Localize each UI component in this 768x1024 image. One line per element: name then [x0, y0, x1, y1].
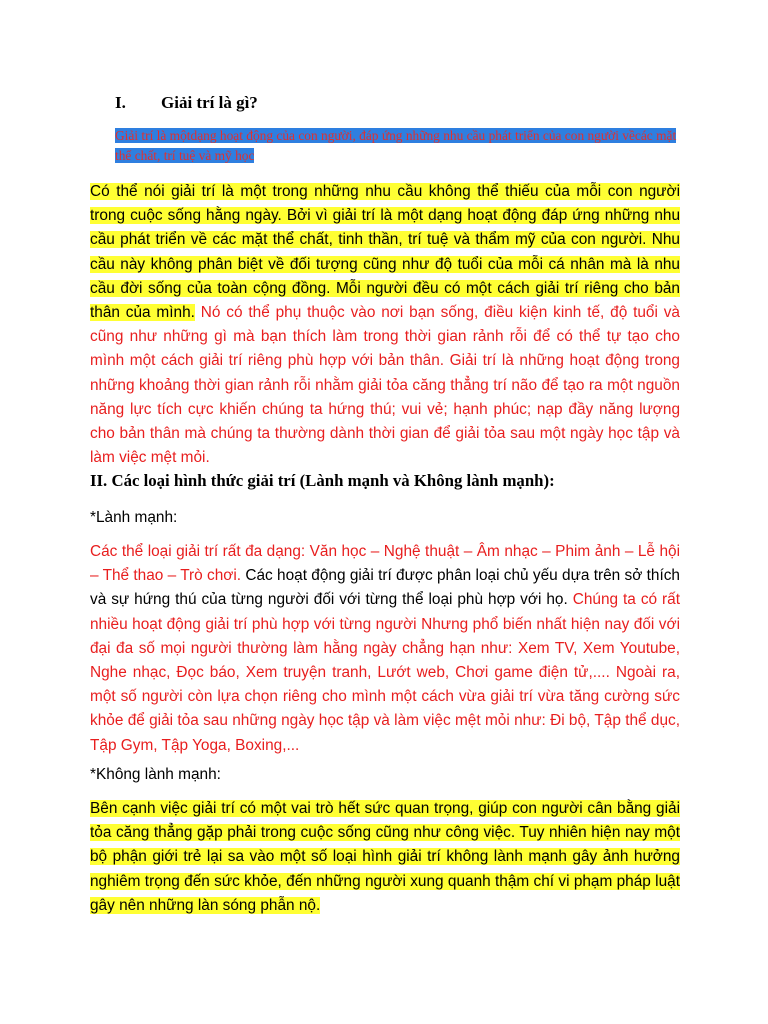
definition-text — [115, 126, 679, 165]
unhealthy-subheading: *Không lành mạnh: — [90, 766, 221, 783]
intro-highlighted-text: Có thể nói giải trí là một trong những nhu cầu không thể thiếu của mỗi con người trong cuộc sống hằng ngày. Bởi vì giải trí là một dạng hoạt động đáp ứng những nhu cầu phát triển về các mặt thể chất, tinh thần, trí tuệ và thẩm mỹ của con người. Nhu cầu này không phân biệt về đối tượng cũng như độ tuổi của mỗi cá nhân mà là nhu cầu đời sống của toàn cộng đồng. Mỗi người đều có một cách giải trí riêng cho bản thân của mình. — [90, 183, 680, 322]
intro-paragraph — [90, 180, 680, 470]
definition-highlight: Giải trí là mộtdạng hoạt động của con người, đáp ứng những nhu cầu phát triển của con người vềcác mặt thể chất, trí tuệ và mỹ học — [115, 128, 677, 163]
unhealthy-paragraph — [90, 797, 680, 918]
section-1-number: I. — [115, 93, 126, 112]
section-1-title: Giải trí là gì? — [161, 93, 258, 112]
healthy-red-text-2: Chúng ta có rất nhiều hoạt động giải trí phù hợp với từng người Nhưng phổ biến nhất hiện nay đối với đại đa số mọi người thường làm hằng ngày chẳng hạn như: Xem TV, Xem Youtube, Nghe nhạc, Đọc báo, Xem truyện tranh, Lướt web, Chơi game điện tử,.... Ngoài ra, một số người còn lựa chọn riêng cho mình một cách vừa giải trí vừa tăng cường sức khỏe để giải tỏa sau những ngày học tập và làm việc mệt mỏi như: Đi bộ, Tập thể dục, Tập Gym, Tập Yoga, Boxing,... — [90, 591, 680, 754]
healthy-black-text: Các hoạt động giải trí được phân loại chủ yếu dựa trên sở thích và sự hứng thú của từng người đối với từng thể loại phù hợp với họ. — [90, 567, 680, 609]
healthy-subheading: *Lành mạnh: — [90, 509, 178, 526]
section-1-heading — [115, 93, 258, 113]
section-2-heading: II. Các loại hình thức giải trí (Lành mạnh và Không lành mạnh): — [90, 471, 555, 490]
intro-red-text: Nó có thể phụ thuộc vào nơi bạn sống, điều kiện kinh tế, độ tuổi và cũng như những gì mà bạn thích làm trong thời gian rảnh rỗi để có thể tự tạo cho mình một cách giải trí riêng phù hợp với bản thân. Giải trí là những hoạt động trong những khoảng thời gian rảnh rỗi nhằm giải tỏa căng thẳng trí não để tạo ra một nguồn năng lực tích cực khiến chúng ta hứng thú; vui vẻ; hạnh phúc; nạp đầy năng lượng cho bản thân mà chúng ta thường dành thời gian để giải tỏa sau một ngày học tập và làm việc mệt mỏi. — [90, 304, 680, 467]
healthy-red-text-1: Các thể loại giải trí rất đa dạng: Văn học – Nghệ thuật – Âm nhạc – Phim ảnh – Lễ hội – Thể thao – Trò chơi. — [90, 543, 680, 585]
unhealthy-highlighted-text: Bên cạnh việc giải trí có một vai trò hết sức quan trọng, giúp con người cân bằng giải tỏa căng thẳng gặp phải trong cuộc sống cũng như công việc. Tuy nhiên hiện nay một bộ phận giới trẻ lại sa vào một số loại hình giải trí không lành mạnh gây ảnh hưởng nghiêm trọng đến sức khỏe, đến những người xung quanh thậm chí vi phạm pháp luật gây nên những làn sóng phẫn nộ. — [90, 800, 680, 914]
healthy-paragraph — [90, 540, 680, 758]
